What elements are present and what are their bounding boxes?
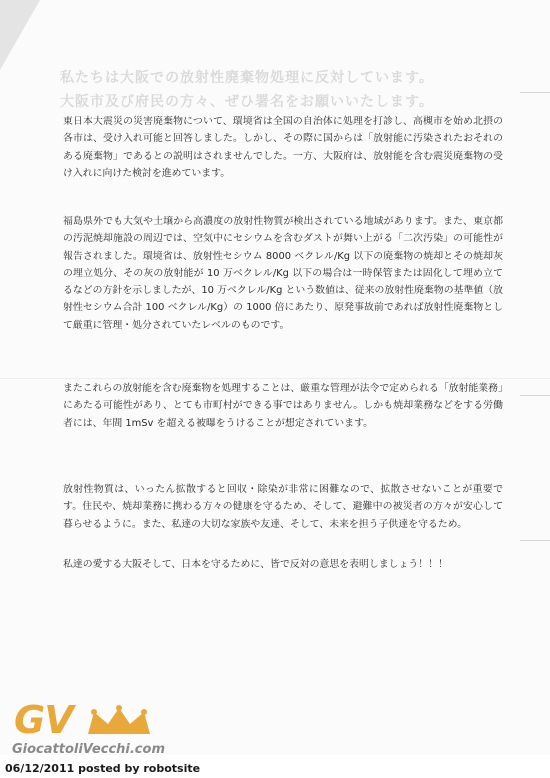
paragraph-disaster-waste: 東日本大震災の災害廃棄物について、環境省は全国の自治体に処理を打診し、高槻市を始め北摂の各市は、受け入れ可能と回答しました。しかし、その際に国からは「放射能に汚染されたおそれのある廃棄物」であるとの説明はされませんでした。一方、大阪府は、放射能を含む震災廃棄物の受け入れに向けた検討を進めています。 xyxy=(63,116,503,179)
watermark-logo xyxy=(8,698,165,758)
paragraph-prevent-spread: 放射性物質は、いったん拡散すると回収・除染が非常に困難なので、拡散させないことが重要です。住民や、焼却業務に携わる方々の健康を守るため、そして、避難中の被災者の方々が安心して暮らせるように。また、私達の大切な家族や友達、そして、未来を担う子供達を守るため。 xyxy=(63,484,503,530)
posted-by-caption: 06/12/2011 posted by robotsite xyxy=(5,762,201,775)
site-name: GiocattoliVecchi.com xyxy=(12,742,165,757)
ghost-header-line: 大阪市及び府民の方々、ぜひ署名をお願いいたします。 xyxy=(60,94,434,110)
paragraph-radiation-work: またこれらの放射能を含む廃棄物を処理することは、厳重な管理が法令で定められる「放射能業務」にあたる可能性があり、とても市町村ができる事ではありません。しかも焼却業務などをする労働者には、年間 1mSv を超える被曝をうけることが想定されています。 xyxy=(63,383,503,429)
folded-corner xyxy=(0,0,40,70)
crown-icon xyxy=(86,704,152,738)
paragraph-contamination-levels: 福島県外でも大気や土壌から高濃度の放射性物質が検出されている地域があります。また、東京都の汚泥焼却施設の周辺では、空気中にセシウムを含むダストが舞い上がる「二次汚染」の可能性が報告されました。環境省は、放射性セシウム 8000 ベクレル/Kg 以下の廃棄物の焼却とその焼却灰の埋立処分、その灰の放射能が 10 万ベクレル/Kg 以下の場合は一時保管または固化して埋め立てるなどの方針を示しましたが、10 万ベクレル/Kg という数値は、従来の放射性廃棄物の基準値（放射性セシウム合計 100 ベクレル/Kg）の 1000 倍にあたり、原発事故前であれば放射性廃棄物として厳重に管理・処分されていたレベルのものです。 xyxy=(63,216,503,331)
logo-gv-text: GV xyxy=(14,698,73,742)
paper-fold-line xyxy=(0,378,550,379)
page-rule-line xyxy=(520,92,550,93)
page-rule-line xyxy=(520,395,550,396)
paragraph-closing-appeal: 私達の愛する大阪そして、日本を守るために、皆で反対の意思を表明しましょう！！！ xyxy=(63,559,448,570)
page-rule-line xyxy=(520,540,550,541)
ghost-header-line: 私たちは大阪での放射性廃棄物処理に反対しています。 xyxy=(60,70,434,86)
